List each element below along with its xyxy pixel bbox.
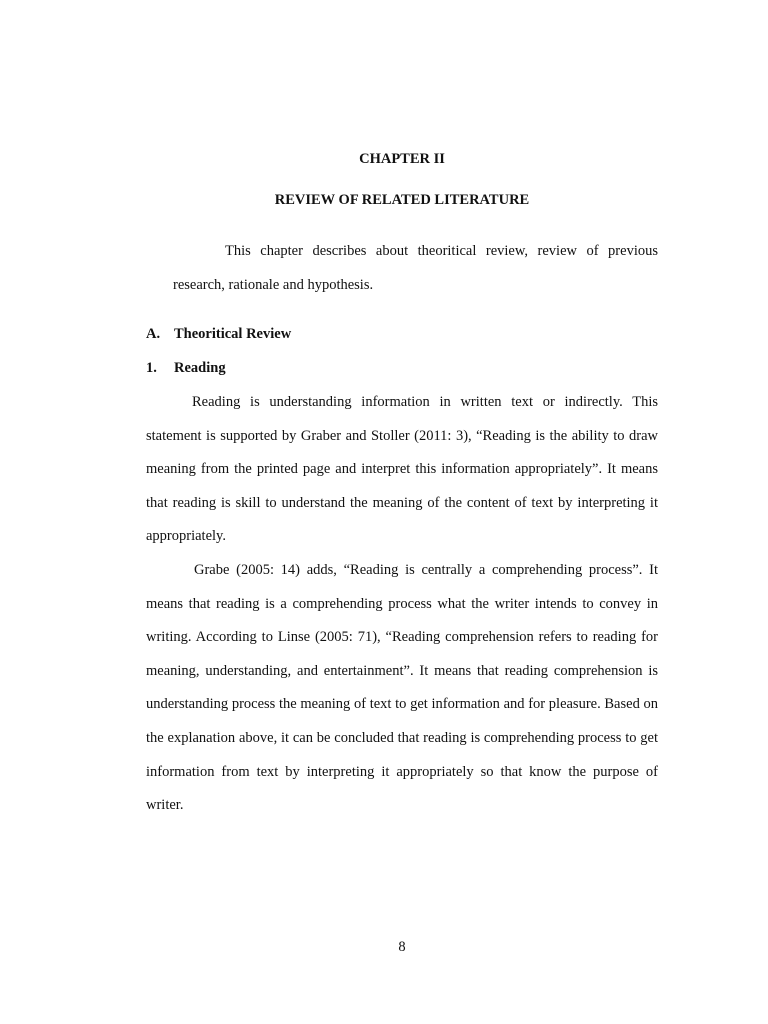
section-a-number: A.	[146, 326, 161, 342]
body-paragraph-1: Reading is understanding information in written text or indirectly. This statement is supported by Graber and Stoller (2011: 3), “Reading is the ability to draw meaning from the printed page and interpret this information appropriately”. It means that reading is skill to understand the meaning of the content of text by interpreting it appropriately.	[146, 394, 658, 545]
body-paragraph-2: Grabe (2005: 14) adds, “Reading is centrally a comprehending process”. It means that reading is a comprehending process what the writer intends to convey in writing. According to Linse (2005: 71), “Reading comprehension refers to reading for meaning, understanding, and entertainment”. It means that reading comprehension is understanding process the meaning of text to get information and for pleasure. Based on the explanation above, it can be concluded that reading is comprehending process to get information from text by interpreting it appropriately so that know the purpose of writer.	[146, 562, 658, 814]
subsection-1-heading	[146, 360, 226, 377]
chapter-label: CHAPTER II	[359, 151, 445, 167]
section-a-heading	[146, 326, 291, 343]
subsection-1-number: 1.	[146, 360, 157, 376]
page-number: 8	[398, 939, 406, 955]
intro-paragraph: This chapter describes about theoritical review, review of previous research, rationale and hypothesis.	[173, 243, 658, 293]
section-a-title: Theoritical Review	[174, 326, 292, 342]
chapter-title: REVIEW OF RELATED LITERATURE	[274, 192, 530, 208]
subsection-1-title: Reading	[174, 360, 226, 376]
